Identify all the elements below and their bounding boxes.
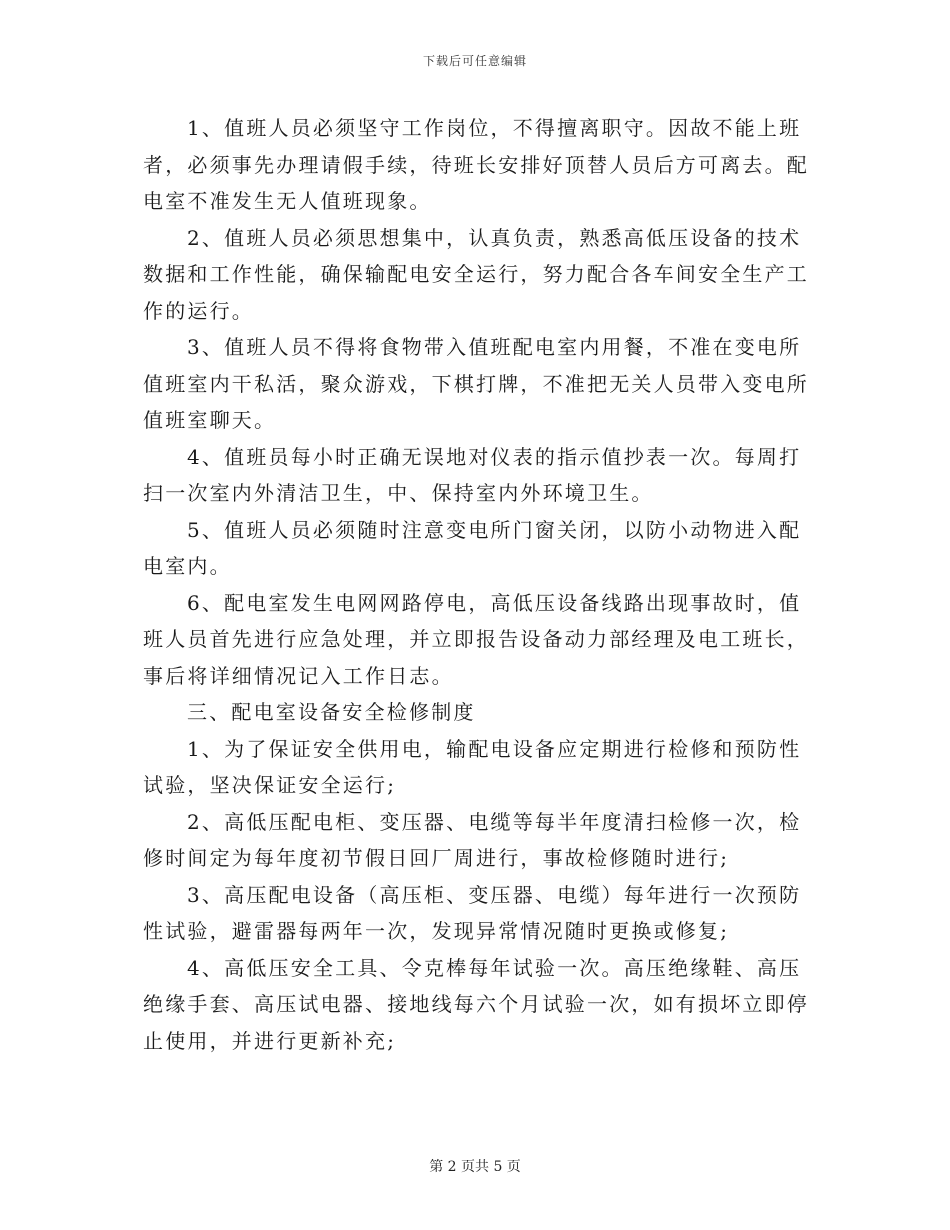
- maintenance-paragraph-1: 1、为了保证安全供用电，输配电设备应定期进行检修和预防性试验，坚决保证安全运行;: [143, 736, 802, 797]
- rule-paragraph-2: 2、值班人员必须思想集中，认真负责，熟悉高低压设备的技术数据和工作性能，确保输配电安全运行，努力配合各车间安全生产工作的运行。: [143, 225, 809, 323]
- rule-paragraph-6: 6、配电室发生电网网路停电，高低压设备线路出现事故时，值班人员首先进行应急处理，并立即报告设备动力部经理及电工班长，事后将详细情况记入工作日志。: [143, 590, 809, 688]
- section-heading: 三、配电室设备安全检修制度: [187, 700, 476, 724]
- rule-paragraph-3: 3、值班人员不得将食物带入值班配电室内用餐，不准在变电所值班室内干私活，聚众游戏，下棋打牌，不准把无关人员带入变电所值班室聊天。: [143, 335, 809, 432]
- maintenance-paragraph-2: 2、高低压配电柜、变压器、电缆等每半年度清扫检修一次，检修时间定为每年度初节假日回厂周进行，事故检修随时进行;: [143, 809, 802, 870]
- maintenance-paragraph-4: 4、高低压安全工具、令克棒每年试验一次。高压绝缘鞋、高压绝缘手套、高压试电器、接地线每六个月试验一次，如有损坏立即停止使用，并进行更新补充;: [143, 955, 809, 1053]
- rule-paragraph-4: 4、值班员每小时正确无误地对仪表的指示值抄表一次。每周打扫一次室内外清洁卫生，中、保持室内外环境卫生。: [143, 444, 802, 505]
- document-body: [143, 110, 813, 1059]
- maintenance-paragraph-3: 3、高压配电设备（高压柜、变压器、电缆）每年进行一次预防性试验，避雷器每两年一次，发现异常情况随时更换或修复;: [143, 882, 802, 943]
- rule-paragraph-1: 1、值班人员必须坚守工作岗位，不得擅离职守。因故不能上班者，必须事先办理请假手续，待班长安排好顶替人员后方可离去。配电室不准发生无人值班现象。: [143, 116, 809, 213]
- rule-paragraph-5: 5、值班人员必须随时注意变电所门窗关闭，以防小动物进入配电室内。: [143, 517, 802, 578]
- page-header: 下载后可任意编辑: [422, 54, 527, 68]
- page-number: 第 2 页共 5 页: [429, 1159, 521, 1175]
